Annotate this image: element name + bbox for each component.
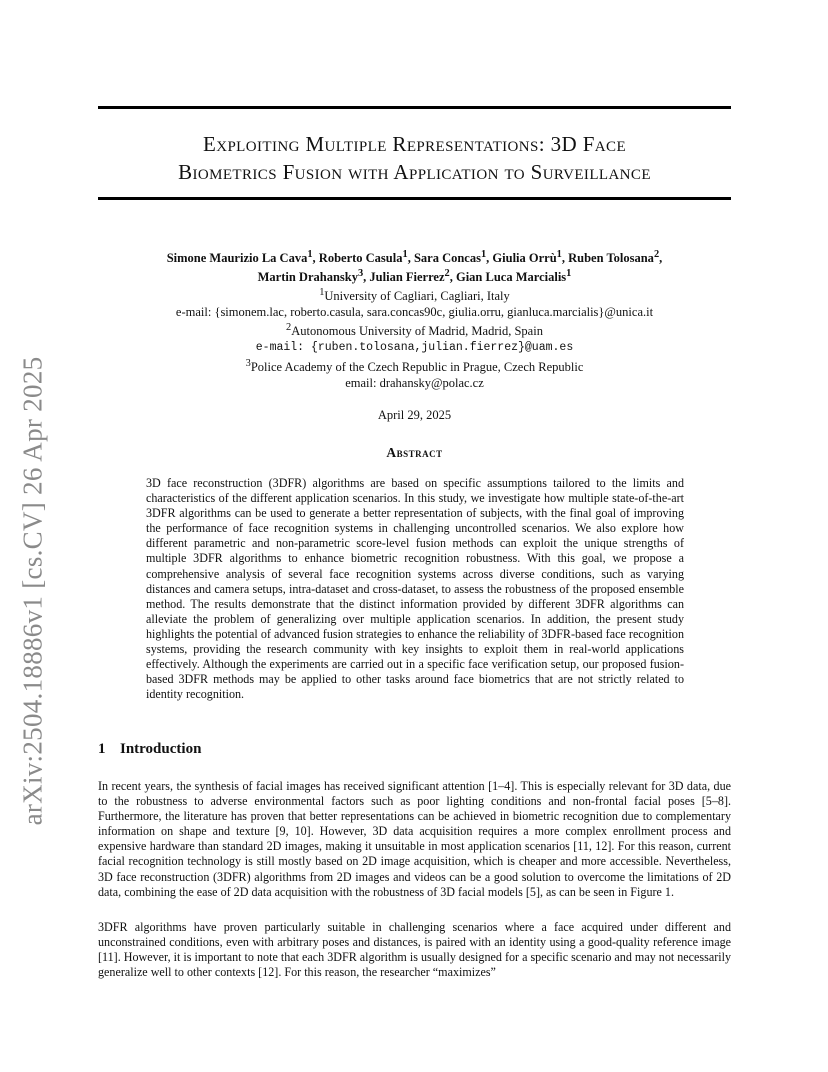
- body-paragraph-1: In recent years, the synthesis of facial images has received significant attention [1–4]. This is especially relevant for 3D data, due to the robustness to adverse environmental factors such as poor lighting conditions and non-frontal facial poses [5–8]. Furthermore, the literature has proven that better representations can be achieved in biometric recognition due to complementary information on shape and texture [9, 10]. However, 3D data acquisition requires a more complex enrollment process and expensive hardware than standard 2D images, making it unsuitable in most application scenarios [11, 12]. For this reason, current facial recognition technology is still mostly based on 2D image acquisition, which is cheaper and more accessible. Nevertheless, 3D face reconstruction (3DFR) algorithms from 2D images and videos can be a good solution to overcome the limitations of 2D data, combining the ease of 2D data acquisition with the robustness of 3D facial models [5], as can be seen in Figure 1.: [98, 779, 731, 899]
- affiliation-3-email: email: drahansky@polac.cz: [345, 375, 484, 390]
- author-block: [98, 247, 731, 391]
- author-name: Simone Maurizio La Cava: [166, 251, 308, 266]
- author-line-2: [98, 266, 731, 285]
- section-title: Introduction: [120, 741, 202, 757]
- author-sup: 1: [402, 249, 408, 260]
- affiliation-name: Autonomous University of Madrid, Madrid, Spain: [291, 324, 543, 339]
- title-top-rule: [98, 106, 731, 109]
- author-sup: 1: [556, 249, 562, 260]
- affiliation-name: Police Academy of the Czech Republic in Prague, Czech Republic: [250, 359, 584, 374]
- title-line-1: Exploiting Multiple Representations: 3D Face: [202, 132, 627, 156]
- title-bottom-rule: [98, 197, 731, 200]
- author-name: Julian Fierrez: [369, 270, 445, 285]
- author-line-1: Simone Maurizio La Cava$^1$, Roberto Casula$^1$, Sara Concas$^1$, Giulia Orrù$^1$, Ruben Tolosana$^2$,: [166, 249, 663, 266]
- author-sep: ,: [407, 251, 414, 266]
- author-sep: ,: [312, 251, 319, 266]
- author-sep: ,: [363, 270, 370, 285]
- author-sup: 2: [444, 268, 450, 280]
- author-sup: 1: [480, 249, 487, 260]
- author-sep: ,: [449, 270, 456, 285]
- author-name: Martin Drahansky: [257, 270, 358, 285]
- author-sup: 3: [357, 268, 364, 280]
- author-sep: ,: [561, 251, 569, 266]
- abstract-heading: Abstract: [386, 445, 443, 460]
- section-heading: [98, 741, 201, 758]
- abstract-text: 3D face reconstruction (3DFR) algorithms are based on specific assumptions tailored to the limits and characteristics of the different application scenarios. In this study, we investigate how multiple state-of-the-art 3DFR algorithms can be used to generate a better representation of subjects, with the final goal of improving the performance of face recognition systems in challenging uncontrolled scenarios. We also explore how different parametric and non-parametric score-level fusion methods can exploit the unique strengths of multiple 3DFR algorithms to enhance biometric recognition robustness. With this goal, we propose a comprehensive analysis of several face recognition systems across diverse conditions, such as varying distances and camera setups, intra-dataset and cross-dataset, to assess the robustness of the proposed ensemble method. The results demonstrate that the distinct information provided by different 3DFR algorithms can alleviate the problem of generalizing over multiple application scenarios. In addition, the present study highlights the potential of advanced fusion strategies to enhance the reliability of 3DFR-based face recognition systems, providing the research community with key insights to exploit them in real-world applications effectively. Although the experiments are carried out in a specific face verification setup, our proposed fusion-based 3DFR methods may be applied to other tasks around face biometrics that are not strictly related to identity recognition.: [146, 476, 684, 702]
- paper-title: [98, 130, 731, 186]
- author-name: Ruben Tolosana: [568, 251, 654, 266]
- author-sep: ,: [486, 251, 493, 266]
- affiliation-2: [98, 320, 731, 339]
- author-name: Giulia Orrù: [492, 251, 557, 266]
- affiliation-sup: 3: [245, 357, 251, 369]
- affiliation-3: [98, 356, 731, 375]
- author-sup: 2: [653, 249, 660, 260]
- title-line-2: Biometrics Fusion with Application to Surveillance: [178, 160, 651, 184]
- affiliation-sup: 1: [319, 287, 325, 299]
- affiliation-1-email: e-mail: {simonem.lac, roberto.casula, sara.concas90c, giulia.orru, gianluca.marcialis}@unica.it: [175, 305, 654, 320]
- section-number: 1: [98, 741, 106, 757]
- affiliation-name: University of Cagliari, Cagliari, Italy: [324, 289, 510, 304]
- author-name: Gian Luca Marcialis: [455, 270, 567, 285]
- affiliation-1: [98, 285, 731, 304]
- author-sup: 1: [307, 249, 313, 260]
- author-name: Roberto Casula: [318, 251, 403, 266]
- affiliation-sup: 2: [286, 322, 292, 334]
- affiliation-2-email: e-mail: {ruben.tolosana,julian.fierrez}@uam.es: [255, 340, 574, 354]
- author-sup: 1: [566, 268, 572, 280]
- arxiv-identifier-text: arXiv:2504.18886v1 [cs.CV] 26 Apr 2025: [17, 356, 48, 826]
- author-name: Sara Concas: [413, 251, 481, 266]
- paper-date: April 29, 2025: [377, 408, 452, 422]
- body-paragraph-2: 3DFR algorithms have proven particularly suitable in challenging scenarios where a face acquired under different and unconstrained conditions, even with arbitrary poses and distances, is paired with an identity using a good-quality reference image [11]. However, it is important to note that each 3DFR algorithm is usually designed for a specific scenario and may not necessarily generalize well to other contexts [12]. For this reason, the researcher “maximizes”: [98, 920, 731, 980]
